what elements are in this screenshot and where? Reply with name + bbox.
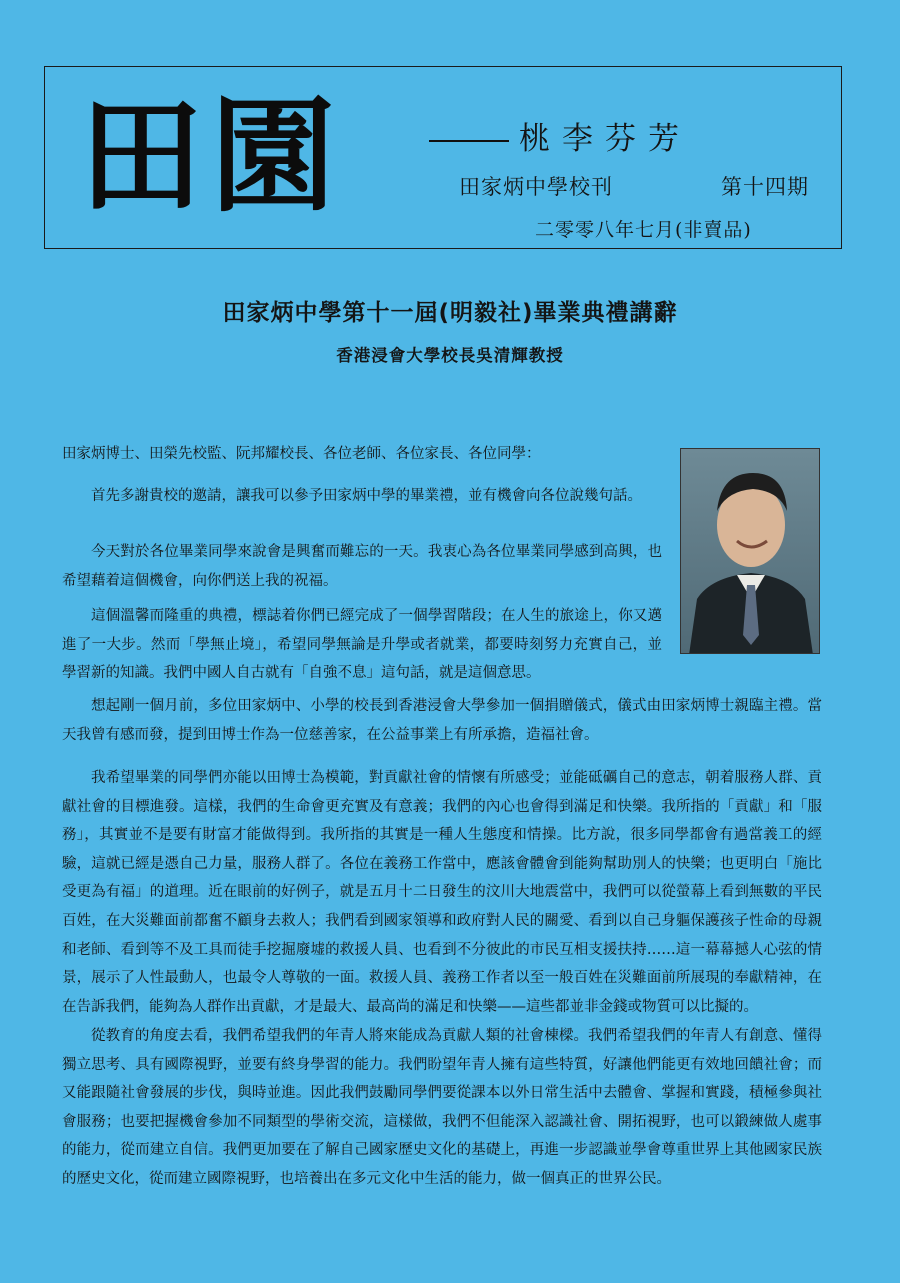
article-author: 香港浸會大學校長吳清輝教授 [336,346,564,365]
paragraph-5: 我希望畢業的同學們亦能以田博士為模範，對貢獻社會的情懷有所感受；並能砥礪自己的意志，朝着服務人群、貢獻社會的目標進發。這樣，我們的生命會更充實及有意義；我們的內心也會得到滿足和快樂。我所指的「貢獻」和「服務」，其實並不是要有財富才能做得到。我所指的其實是一種人生態度和情操。比方說，很多同學都會有過當義工的經驗，這就已經是憑自己力量，服務人群了。各位在義務工作當中，應該會體會到能夠幫助別人的快樂；也更明白「施比受更為有福」的道理。近在眼前的好例子，就是五月十二日發生的汶川大地震當中，我們可以從螢幕上看到無數的平民百姓，在大災難面前都奮不顧身去救人；我們看到國家領導和政府對人民的關愛、看到以自己身軀保護孩子性命的母親和老師、看到等不及工具而徒手挖掘廢墟的救援人員、也看到不分彼此的市民互相支援扶持……這一幕幕撼人心弦的情景，展示了人性最動人，也最令人尊敬的一面。救援人員、義務工作者以至一般百姓在災難面前所展現的奉獻精神，在在告訴我們，能夠為人群作出貢獻，才是最大、最高尚的滿足和快樂——這些都並非金錢或物質可以比擬的。 [62,770,822,1015]
paragraph-1: 首先多謝貴校的邀請，讓我可以參予田家炳中學的畢業禮，並有機會向各位說幾句話。 [91,488,642,504]
portrait-illustration [681,449,820,654]
masthead [44,66,842,249]
article-title: 田家炳中學第十一屆(明毅社)畢業典禮講辭 [222,300,678,326]
publication-date: 二零零八年七月(非賣品) [535,219,752,241]
paragraph-2: 今天對於各位畢業同學來說會是興奮而難忘的一天。我衷心為各位畢業同學感到高興，也希望藉着這個機會，向你們送上我的祝福。 [62,544,662,589]
paragraph-6: 從教育的角度去看，我們希望我們的年青人將來能成為貢獻人類的社會棟樑。我們希望我們的年青人有創意、懂得獨立思考、具有國際視野，並要有終身學習的能力。我們盼望年青人擁有這些特質，好讓他們能更有效地回饋社會；而又能跟隨社會發展的步伐，與時並進。因此我們鼓勵同學們要從課本以外日常生活中去體會、掌握和實踐，積極參與社會服務；也要把握機會參加不同類型的學術交流，這樣做，我們不但能深入認識社會、開拓視野，也可以鍛練做人處事的能力，從而建立自信。我們更加要在了解自己國家歷史文化的基礎上，再進一步認識並學會尊重世界上其他國家民族的歷史文化，從而建立國際視野，也培養出在多元文化中生活的能力，做一個真正的世界公民。 [62,1028,822,1187]
motto-dash [429,140,509,142]
publication-name: 田家炳中學校刊 [459,175,613,199]
publication-logo: 田園 [79,84,344,229]
motto-text: 桃李芬芳 [519,121,691,157]
motto [429,113,691,158]
salutation: 田家炳博士、田榮先校監、阮邦耀校長、各位老師、各位家長、各位同學： [62,446,541,462]
paragraph-4: 想起剛一個月前，多位田家炳中、小學的校長到香港浸會大學參加一個捐贈儀式，儀式由田家炳博士親臨主禮。當天我曾有感而發，提到田博士作為一位慈善家，在公益事業上有所承擔，造福社會。 [62,698,822,743]
paragraph-3: 這個溫馨而隆重的典禮，標誌着你們已經完成了一個學習階段；在人生的旅途上，你又邁進了一大步。然而「學無止境」，希望同學無論是升學或者就業，都要時刻努力充實自己，並學習新的知識。我們中國人自古就有「自強不息」這句話，就是這個意思。 [62,608,662,682]
author-portrait [680,448,820,654]
issue-number: 第十四期 [721,175,809,199]
